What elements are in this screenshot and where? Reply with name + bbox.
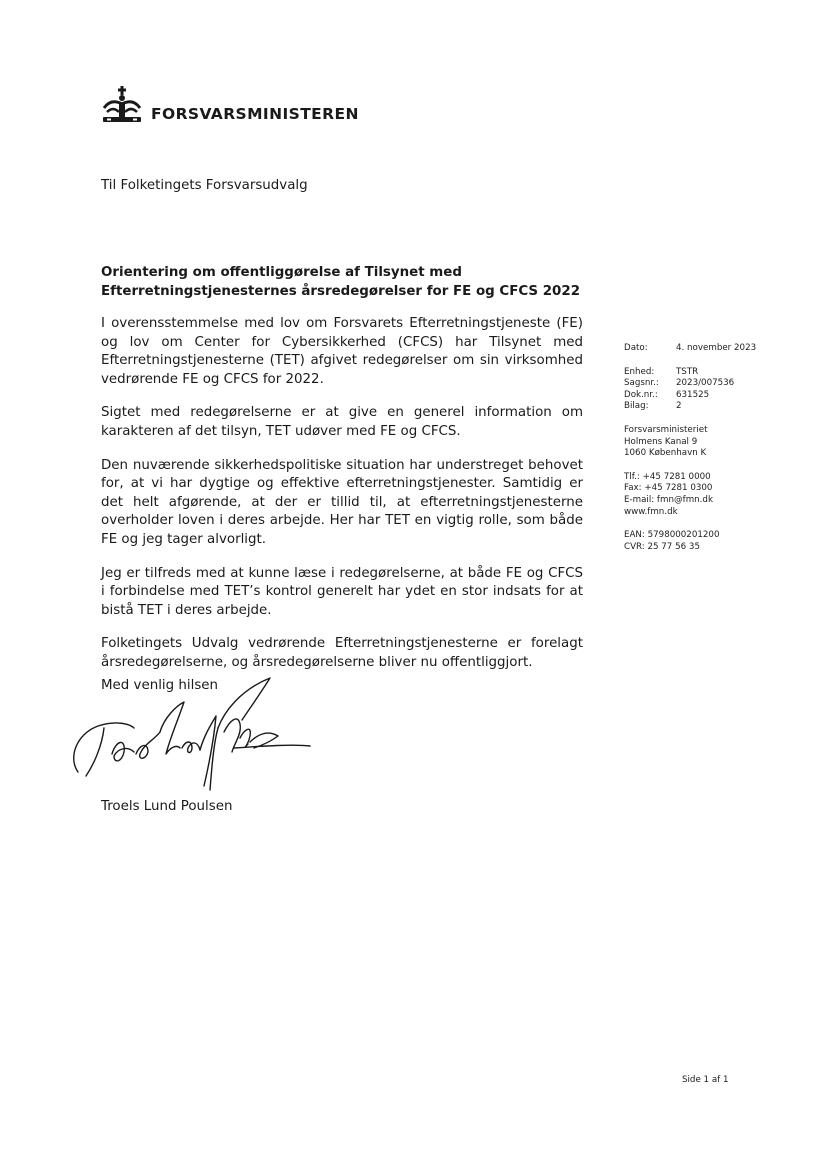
address-line: Holmens Kanal 9 [624,436,698,447]
meta-document-number [624,390,784,402]
letter-metadata [624,343,784,553]
address-line: Forsvarsministeriet [624,424,708,435]
letter-subject: Orientering om offentliggørelse af Tilsynet med Efterretningstjenesternes årsredegørelser for FE og CFCS 2022 [101,265,581,299]
letterhead-logo [101,86,361,126]
org-name: FORSVARSMINISTEREN [151,105,359,123]
meta-date [624,343,784,355]
contact-fax: Fax: +45 7281 0300 [624,483,713,494]
body-paragraph: I overensstemmelse med lov om Forsvarets Efterretningstjeneste (FE) og lov om Center for Cybersikkerhed (CFCS) har Tilsynet med Efterretningstjenesterne (TET) afgivet redegørelser om sin virksomhed vedrørende FE og CFCS for 2022. [101,316,583,387]
meta-value: TSTR [676,366,699,377]
contact-website: www.fmn.dk [624,506,678,517]
handwritten-signature [64,668,324,798]
meta-label: Bilag: [624,401,649,412]
meta-case-number [624,378,784,390]
meta-attachments [624,401,784,413]
recipient-line: Til Folketingets Forsvarsudvalg [101,178,308,193]
body-paragraph: Den nuværende sikkerhedspolitiske situation har understreget behovet for, at vi har dygtige og effektive efterretningstjenester. Samtidig er det helt afgørende, at der er tillid til, at efterretningstjenesterne overholder loven i deres arbejde. Her har TET en vigtig rolle, som både FE og jeg tager alvorligt. [101,457,583,547]
meta-value: 4. november 2023 [676,343,757,353]
meta-value: 2 [676,401,682,412]
closing-salutation: Med venlig hilsen [101,678,219,693]
contact-email: E-mail: fmn@fmn.dk [624,494,713,505]
signer-name: Troels Lund Poulsen [101,799,233,814]
meta-label: Enhed: [624,366,655,377]
page-number: Side 1 af 1 [682,1075,729,1085]
body-paragraph: Sigtet med redegørelserne er at give en generel information om karakteren af det tilsyn, TET udøver med FE og CFCS. [101,405,583,439]
address-line: 1060 København K [624,448,707,459]
danish-crown-crest-icon [101,86,143,126]
cvr-number: CVR: 25 77 56 35 [624,541,700,552]
ean-number: EAN: 5798000201200 [624,530,720,541]
contact-phone: Tlf.: +45 7281 0000 [624,471,711,482]
meta-label: Dok.nr.: [624,389,658,400]
meta-value: 2023/007536 [676,378,735,389]
body-paragraph: Jeg er tilfreds med at kunne læse i redegørelserne, at både FE og CFCS i forbindelse med TET’s kontrol generelt har ydet en stor indsats for at bistå TET i deres arbejde. [101,565,583,618]
meta-unit [624,367,784,379]
meta-value: 631525 [676,389,710,400]
body-paragraph: Folketingets Udvalg vedrørende Efterretningstjenesterne er forelagt årsredegørelserne, og årsredegørelserne bliver nu offentliggjort. [101,636,583,670]
letter-body [101,315,583,688]
meta-label: Sagsnr.: [624,378,659,389]
meta-label: Dato: [624,343,648,353]
